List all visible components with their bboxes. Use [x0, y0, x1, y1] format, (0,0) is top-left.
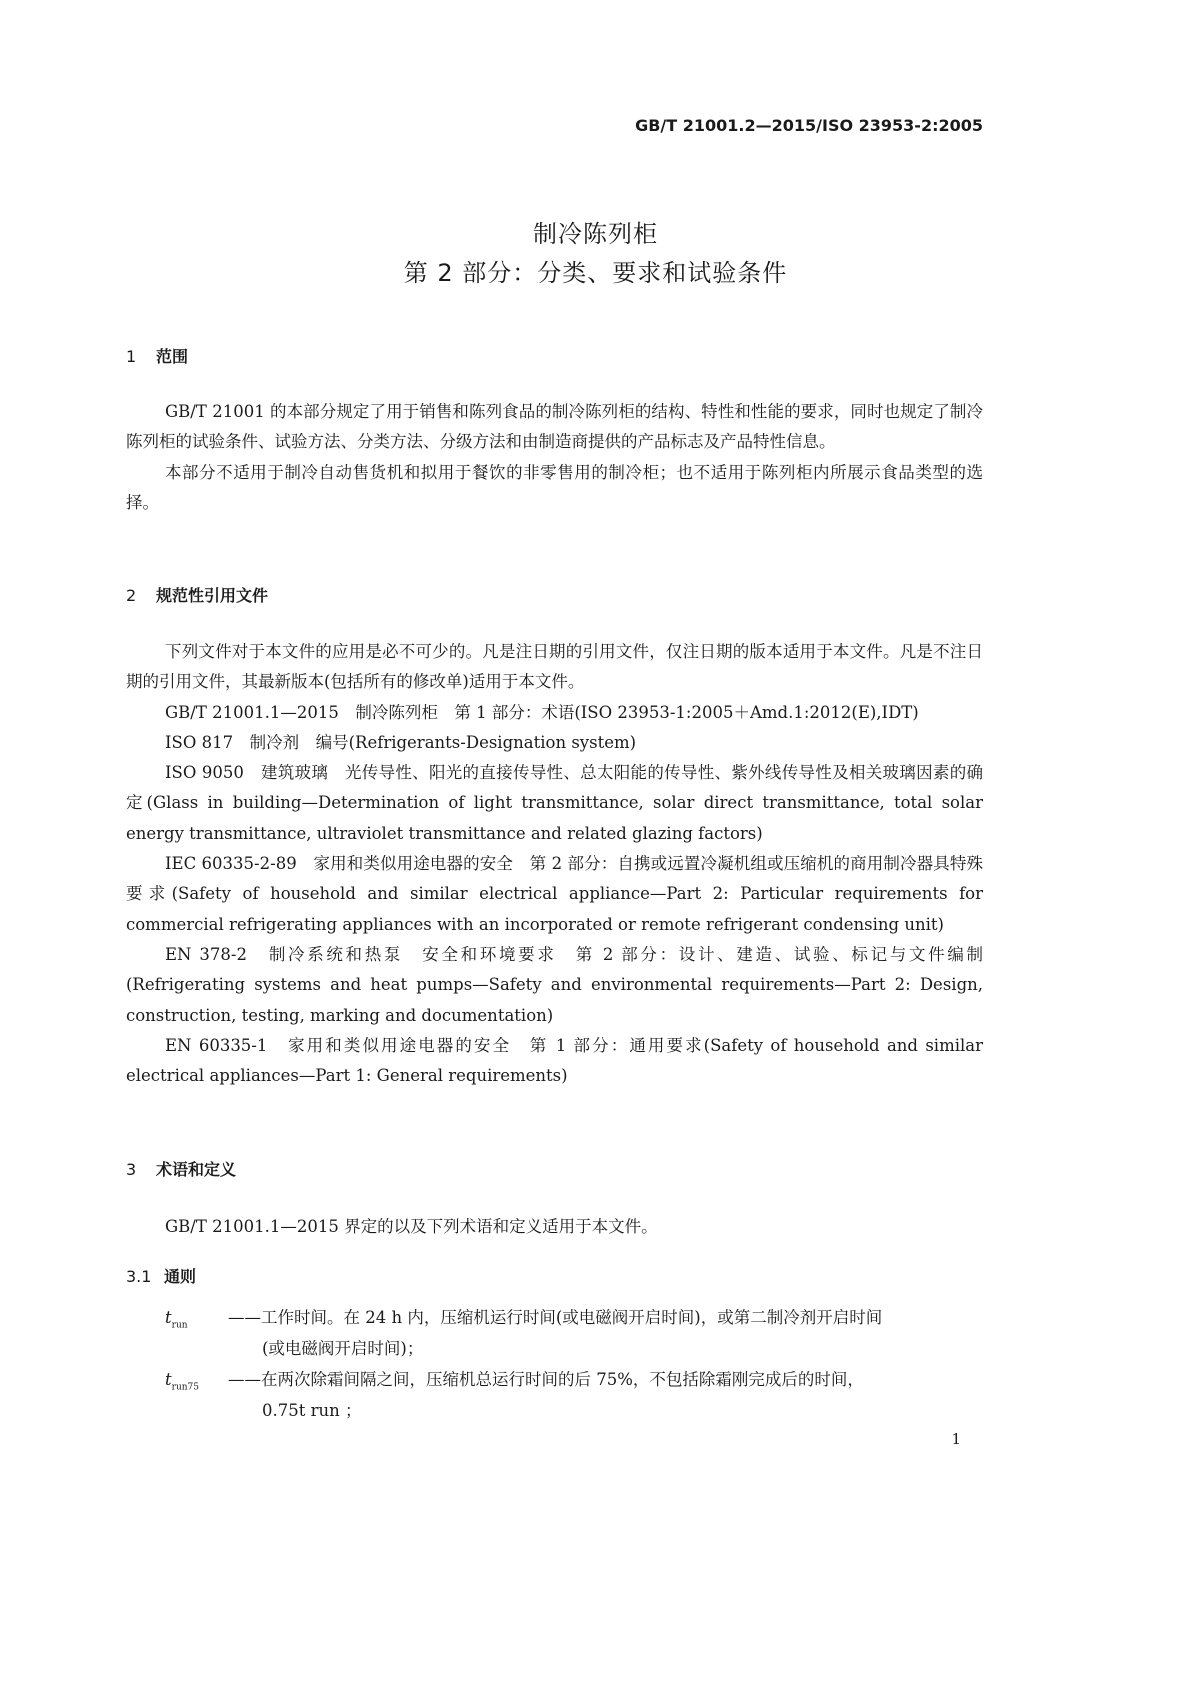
section-1-body [126, 397, 983, 518]
section-number: 3 [126, 1160, 137, 1179]
paragraph: 下列文件对于本文件的应用是必不可少的。凡是注日期的引用文件，仅注日期的版本适用于本文件。凡是不注日期的引用文件，其最新版本(包括所有的修改单)适用于本文件。 [126, 642, 983, 692]
reference-item: ISO 817 制冷剂 编号(Refrigerants-Designation system) [165, 732, 637, 752]
section-title: 规范性引用文件 [156, 586, 269, 605]
title-line-1: 制冷陈列柜 [533, 220, 658, 248]
definition-text-continued: (或电磁阀开启时间)； [262, 1339, 424, 1358]
reference-item: ISO 9050 建筑玻璃 光传导性、阳光的直接传导性、总太阳能的传导性、紫外线传导性及相关玻璃因素的确定(Glass in building—Determination of light transmittance, solar direct transmittance, total solar energy transmittance, ultraviolet transmittance and related glazing factors) [126, 763, 983, 843]
section-2-heading [126, 583, 268, 606]
definition-text-continued: 0.75t run ； [262, 1401, 362, 1420]
section-3-heading [126, 1157, 236, 1180]
definition-text: ——工作时间。在 24 h 内，压缩机运行时间(或电磁阀开启时间)，或第二制冷剂开启时间 [228, 1308, 883, 1327]
section-number: 1 [126, 347, 137, 366]
section-1-heading [126, 344, 188, 367]
paragraph: GB/T 21001 的本部分规定了用于销售和陈列食品的制冷陈列柜的结构、特性和性能的要求，同时也规定了制冷陈列柜的试验条件、试验方法、分类方法、分级方法和由制造商提供的产品标志及产品特性信息。 [126, 402, 983, 452]
subsection-title: 通则 [164, 1267, 197, 1286]
term-subscript: run75 [171, 1382, 199, 1393]
standard-code-header: GB/T 21001.2—2015/ISO 23953-2:2005 [635, 116, 983, 135]
term-symbol: t [165, 1308, 172, 1327]
reference-item: IEC 60335-2-89 家用和类似用途电器的安全 第 2 部分：自携或远置冷凝机组或压缩机的商用制冷器具特殊要求(Safety of household and similar electrical appliance—Part 2: Particular requirements for commercial refrigerating appliances with an incorporated or remote refrigerant condensing unit) [126, 854, 983, 934]
reference-item: EN 60335-1 家用和类似用途电器的安全 第 1 部分：通用要求(Safety of household and similar electrical appliances—Part 1: General requirements) [126, 1035, 983, 1086]
definition-t-run [165, 1302, 983, 1364]
subsection-number: 3.1 [126, 1267, 152, 1286]
term-symbol: t [165, 1370, 172, 1389]
definition-text: ——在两次除霜间隔之间，压缩机总运行时间的后 75%，不包括除霜刚完成后的时间， [228, 1370, 864, 1389]
subsection-3-1-heading [126, 1264, 196, 1287]
section-title: 范围 [156, 347, 189, 366]
reference-item: EN 378-2 制冷系统和热泵 安全和环境要求 第 2 部分：设计、建造、试验、标记与文件编制(Refrigerating systems and heat pumps—Safety and environmental requirements—Part 2: Design, construction, testing, marking and documentation) [126, 944, 983, 1025]
page-number: 1 [951, 1430, 961, 1448]
term-subscript: run [171, 1320, 188, 1331]
definition-t-run75 [165, 1364, 983, 1426]
section-title: 术语和定义 [156, 1160, 237, 1179]
paragraph: GB/T 21001.1—2015 界定的以及下列术语和定义适用于本文件。 [165, 1217, 658, 1236]
section-2-body [126, 637, 983, 1091]
section-3-body [126, 1212, 983, 1242]
section-number: 2 [126, 586, 137, 605]
reference-item: GB/T 21001.1—2015 制冷陈列柜 第 1 部分：术语(ISO 23953-1:2005＋Amd.1:2012(E),IDT) [165, 702, 919, 722]
paragraph: 本部分不适用于制冷自动售货机和拟用于餐饮的非零售用的制冷柜；也不适用于陈列柜内所展示食品类型的选择。 [126, 462, 983, 512]
title-line-2: 第 2 部分：分类、要求和试验条件 [403, 259, 788, 287]
definition-term [165, 1364, 199, 1403]
definition-term [165, 1302, 188, 1341]
